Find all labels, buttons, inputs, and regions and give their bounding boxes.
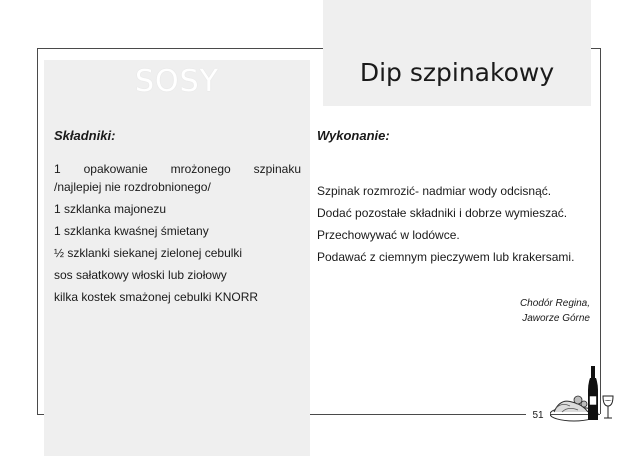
page-number: 51 bbox=[526, 408, 550, 424]
frame-left-border bbox=[37, 48, 38, 414]
author-credit bbox=[440, 296, 590, 326]
wine-bottle-still-life-icon bbox=[548, 362, 618, 426]
method-heading: Wykonanie: bbox=[317, 128, 390, 143]
method-step: Szpinak rozmrozić- nadmiar wody odcisnąć. bbox=[317, 184, 552, 198]
ingredient-item: sos sałatkowy włoski lub ziołowy bbox=[54, 268, 227, 282]
method-step: Dodać pozostałe składniki i dobrze wymieszać. bbox=[317, 206, 568, 220]
method-step: Podawać z ciemnym pieczywem lub krakersami. bbox=[317, 250, 575, 264]
recipe-title: Dip szpinakowy bbox=[359, 58, 555, 87]
method-step: Przechowywać w lodówce. bbox=[317, 228, 460, 242]
method-steps bbox=[317, 182, 602, 270]
author-name: Chodór Regina, bbox=[519, 298, 590, 309]
ingredient-item: 1 szklanka majonezu bbox=[54, 202, 167, 216]
ingredients-list bbox=[54, 160, 301, 310]
ingredient-item-line1: 1 opakowanie mrożonego szpinaku bbox=[54, 162, 301, 176]
ingredient-item: kilka kostek smażonej cebulki KNORR bbox=[54, 290, 259, 304]
ingredient-item-line2: /najlepiej nie rozdrobnionego/ bbox=[54, 180, 211, 194]
ingredients-heading: Składniki: bbox=[54, 128, 116, 143]
ingredient-item: ½ szklanki siekanej zielonej cebulki bbox=[54, 246, 243, 260]
section-title: SOSY bbox=[134, 64, 220, 99]
ingredient-item: 1 szklanka kwaśnej śmietany bbox=[54, 224, 209, 238]
title-panel bbox=[323, 0, 591, 106]
author-place: Jaworze Górne bbox=[522, 313, 590, 324]
